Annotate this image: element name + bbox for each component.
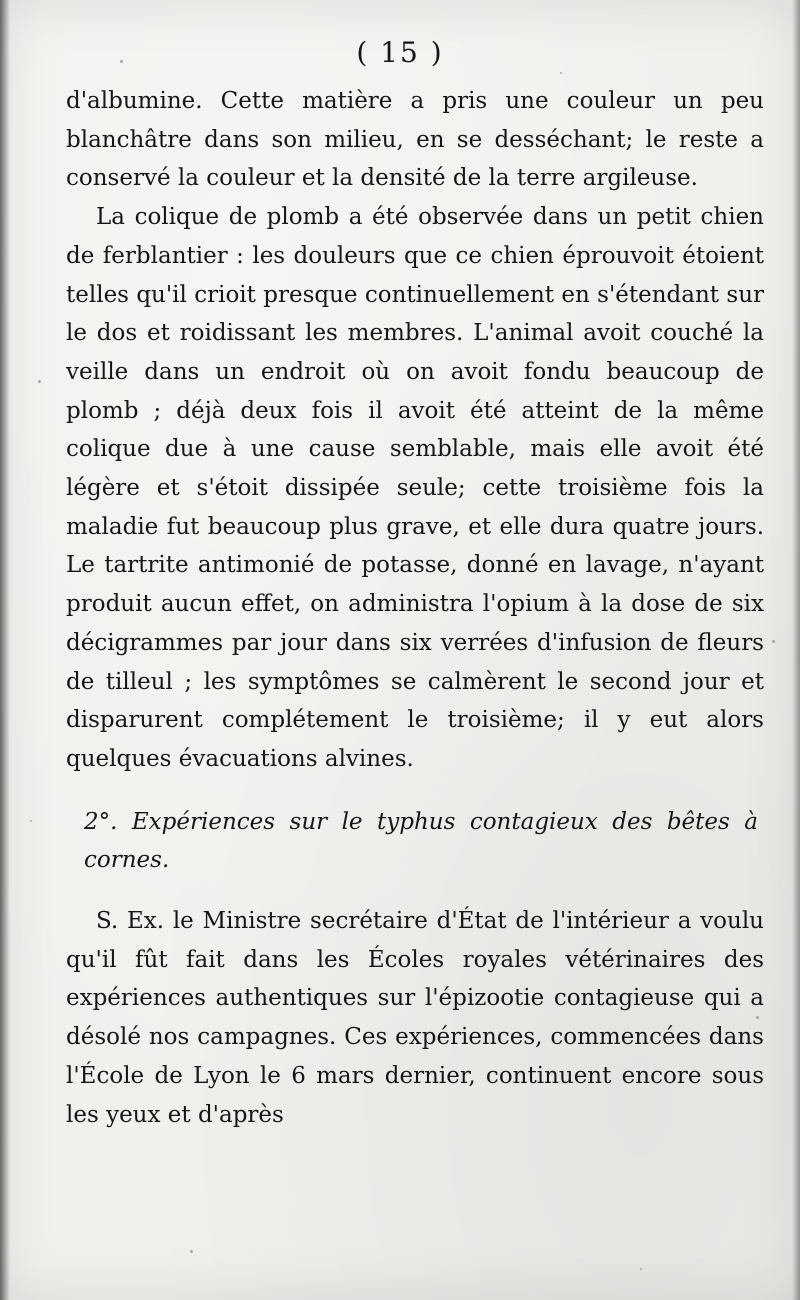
paragraph-minister-experiments: S. Ex. le Ministre secrétaire d'État de l'intérieur a voulu qu'il fût fait dans les Écoles royales vétérinaires des expériences authentiques sur l'épizootie contagieuse qui a désolé nos campagnes. Ces expériences, commencées dans l'École de Lyon le 6 mars dernier, continuent encore sous les yeux et d'après [66,908,764,1128]
paragraph-continuation: d'albumine. Cette matière a pris une couleur un peu blanchâtre dans son milieu, en se desséchant; le reste a conservé la couleur et la densité de la terre argileuse. [66,88,764,192]
body-text [66,82,764,1134]
page-left-edge-shadow [0,0,10,1300]
page-number: ( 15 ) [356,36,444,69]
section-heading: 2°. Expériences sur le typhus contagieux des bêtes à cornes. [84,808,758,874]
page-right-edge-shadow [792,0,800,1300]
paragraph-lead-colic: La colique de plomb a été observée dans un petit chien de ferblantier : les douleurs que ce chien éprouvoit étoient telles qu'il crioit presque continuellement en s'étendant sur le dos et roidissant les membres. L'animal avoit couché la veille dans un endroit où on avoit fondu beaucoup de plomb ; déjà deux fois il avoit été atteint de la même colique due à une cause semblable, mais elle avoit été légère et s'étoit dissipée seule; cette troisième fois la maladie fut beaucoup plus grave, et elle dura quatre jours. Le tartrite antimonié de potasse, donné en lavage, n'ayant produit aucun effet, on administra l'opium à la dose de six décigrammes par jour dans six verrées d'infusion de fleurs de tilleul ; les symptômes se calmèrent le second jour et disparurent complétement le troisième; il y eut alors quelques évacuations alvines. [66,204,764,772]
section-spacer [66,880,764,902]
